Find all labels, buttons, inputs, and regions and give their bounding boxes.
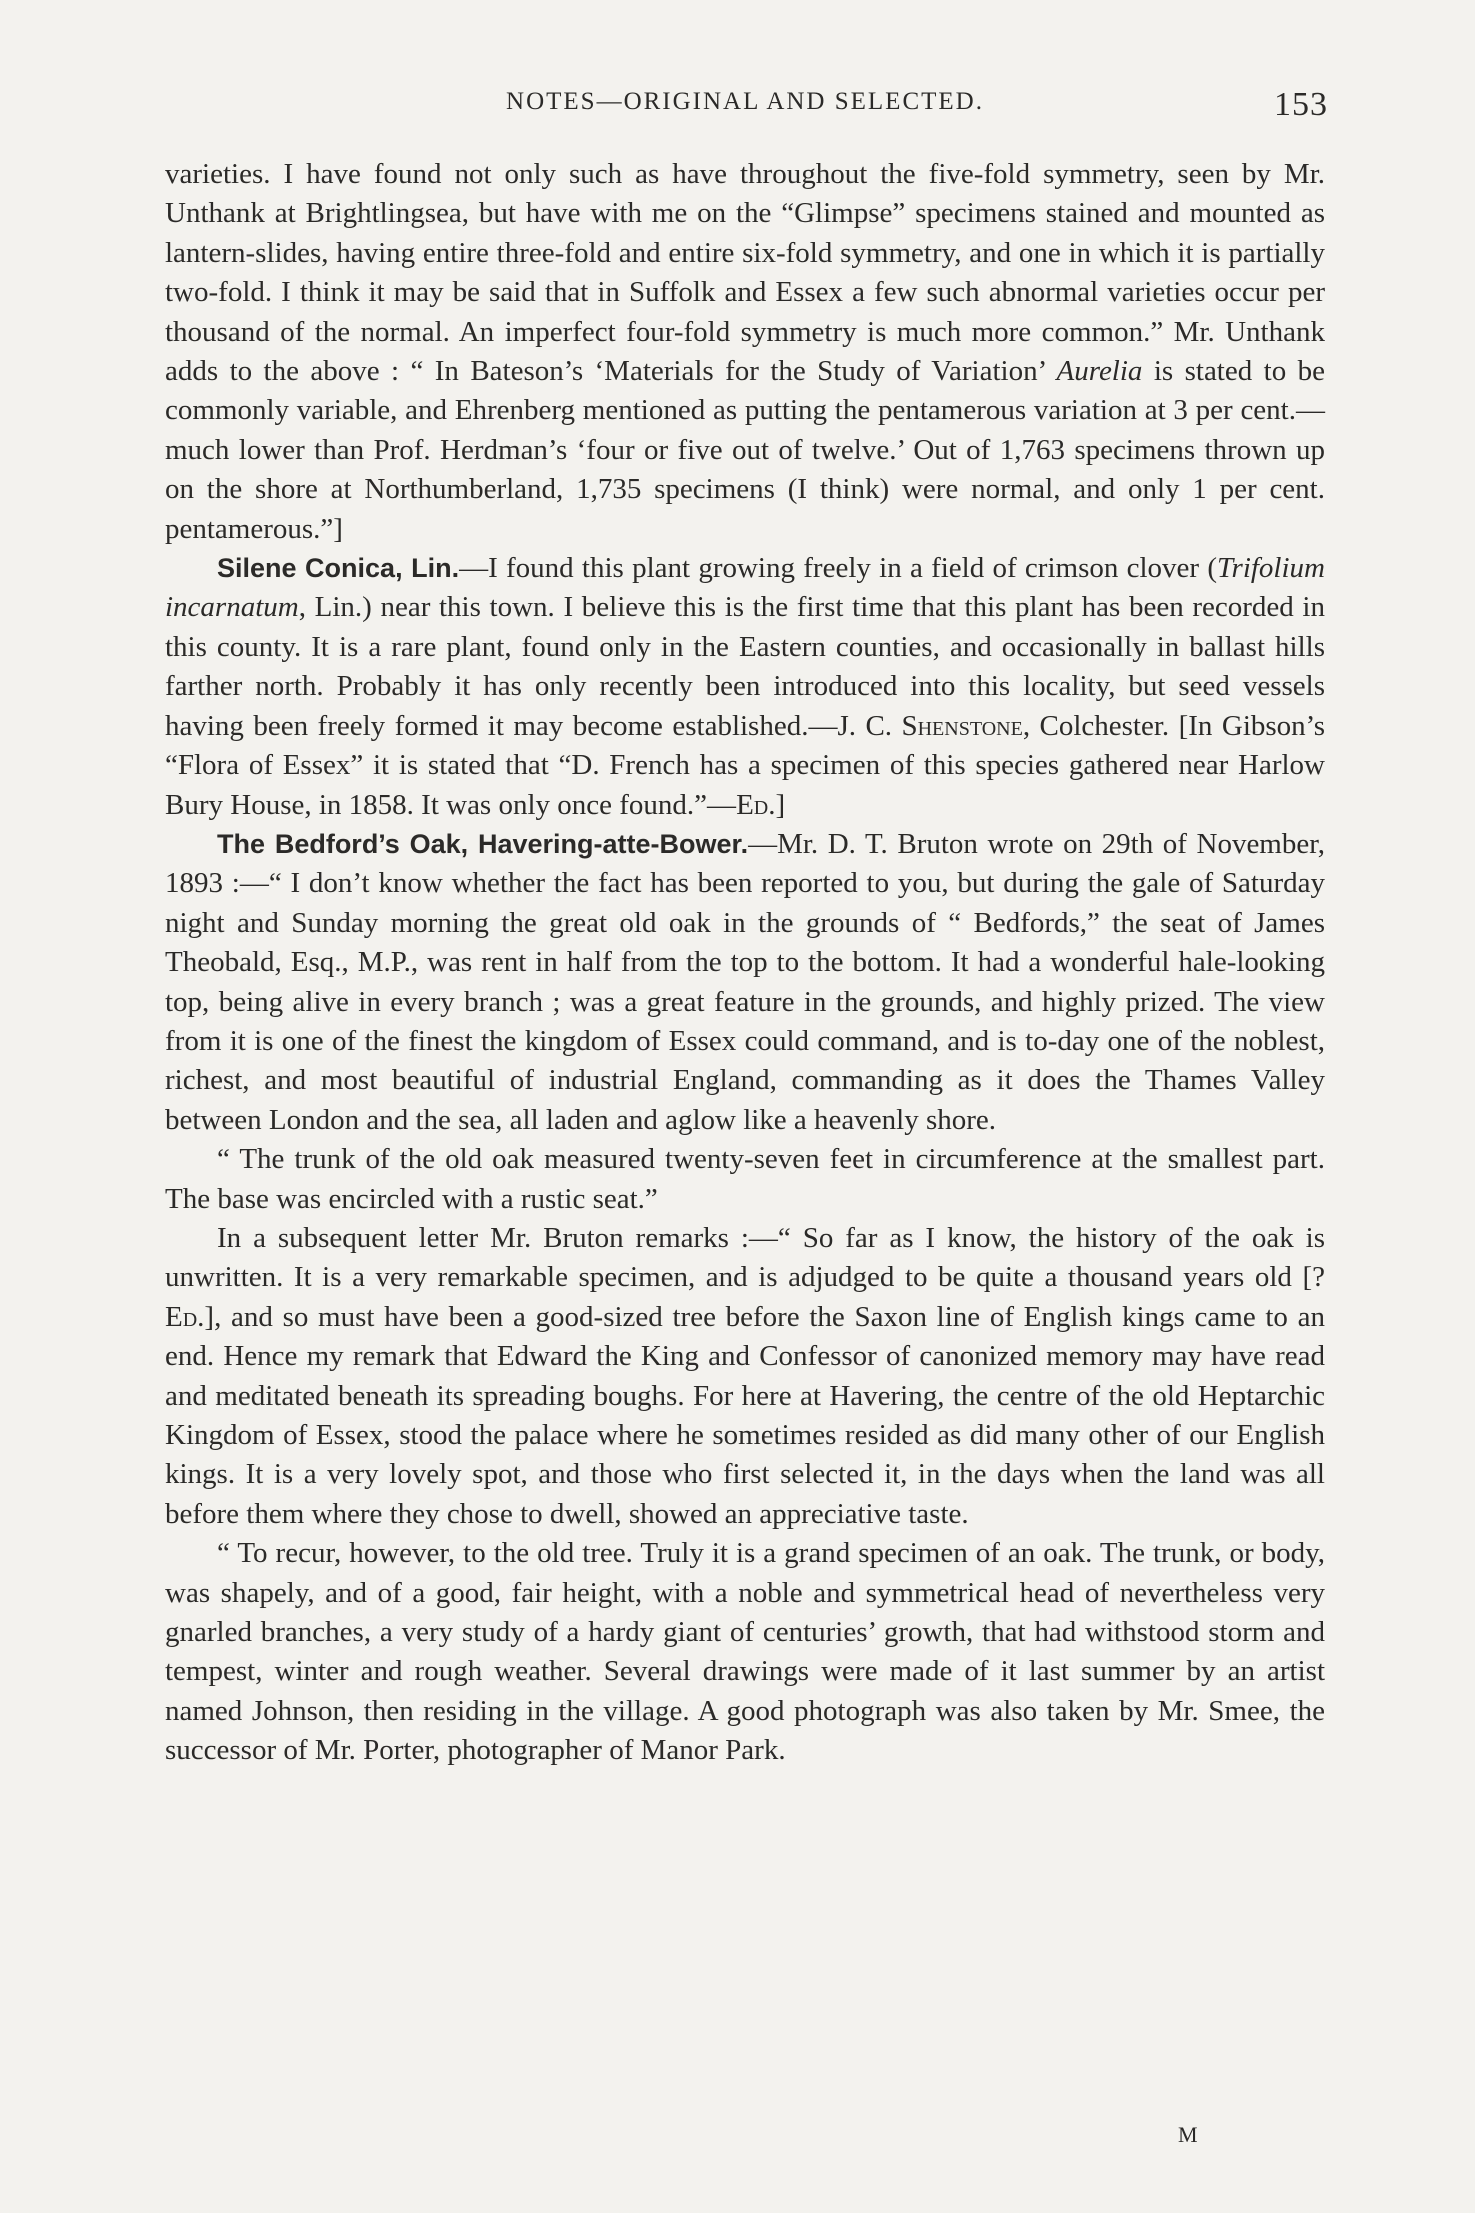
signature-mark: M: [1178, 2122, 1199, 2147]
closing-bracket: ]: [775, 788, 786, 821]
paragraph-silene: [165, 549, 1325, 825]
paragraph-subsequent-letter: [165, 1219, 1325, 1534]
body-text: [165, 155, 1325, 1771]
paragraph-text: varieties. I have found not only such as have throughout the five-fold symmetry, seen by Mr. Unthank at Brightlingsea, but have with me on the “Glimpse” specimens stained and mounted as lantern-slides, having entire three-fold and entire six-fold symmetry, and one in which it is partially two-fold. I think it may be said that in Suffolk and Essex a few such abnormal varieties occur per thousand of the normal. An imperfect four-fold symmetry is much more common.” Mr. Unthank adds to the above : “ In Bateson’s ‘Materials for the Study of Variation’: [165, 158, 1325, 388]
editor-mark: Ed.: [165, 1300, 205, 1333]
note-heading: Silene Conica, Lin.: [217, 553, 460, 584]
paragraph-text: —Mr. D. T. Bruton wrote on 29th of November, 1893 :—“ I don’t know whether the fact has been reported to you, but during the gale of Saturday night and Sunday morning the great old oak in the grounds of “ Bedfords,” the seat of James Theobald, Esq., M.P., was rent in half from the top to the bottom. It had a wonderful hale-looking top, being alive in every branch ; was a great feature in the grounds, and highly prized. The view from it is one of the finest the kingdom of Essex could command, and is to-day one of the noblest, richest, and most beautiful of industrial England, commanding as it does the Thames Valley between London and the sea, all laden and aglow like a heavenly shore.: [165, 827, 1325, 1136]
paragraph-text: “ The trunk of the old oak measured twenty-seven feet in circumference at the smallest part. The base was encircled with a rustic seat.”: [165, 1143, 1325, 1215]
paragraph-text: “ To recur, however, to the old tree. Truly it is a grand specimen of an oak. The trunk, or body, was shapely, and of a good, fair height, with a noble and symmetrical head of nevertheless very gnarled branches, a very study of a hardy giant of centuries’ growth, that had withstood storm and tempest, winter and rough weather. Several drawings were made of it last summer by an artist named Johnson, then residing in the village. A good photograph was also taken by Mr. Smee, the successor of Mr. Porter, photographer of Manor Park.: [165, 1537, 1325, 1767]
author-name: Shenstone: [901, 709, 1023, 742]
paragraph-text: In a subsequent letter Mr. Bruton remarks :—“ So far as I know, the history of the oak is unwritten. It is a very remarkable specimen, and is adjudged to be quite a thousand years old [?: [165, 1221, 1325, 1294]
species-name: Aurelia: [1056, 355, 1143, 388]
paragraph-text: , Colchester. [In Gibson’s “Flora of Essex” it is stated that “D. French has a specimen of this species gathered near Harlow Bury House, in 1858. It was only once found.”—: [165, 709, 1326, 821]
running-header: [165, 86, 1328, 126]
note-heading: The Bedford’s Oak, Havering-atte-Bower.: [217, 828, 749, 859]
paragraph-text: , Lin.) near this town. I believe this is the first time that this plant has been recorded in this county. It is a rare plant, found only in the Eastern counties, and occasionally in ballast hills farther north. Probably it has only recently been introduced into this locality, but seed vessels having been freely formed it may become established.—J. C.: [165, 591, 1325, 742]
species-name: Trifolium incarnatum: [165, 552, 1325, 624]
paragraph-bedfords-oak: [165, 825, 1325, 1140]
paragraph-continued: [165, 155, 1325, 549]
paragraph-trunk: [165, 1140, 1325, 1219]
running-title: NOTES—ORIGINAL AND SELECTED.: [506, 88, 984, 115]
paragraph-text: ], and so must have been a good-sized tree before the Saxon line of English kings came to an end. Hence my remark that Edward the King and Confessor of canonized memory may have read and meditated beneath its spreading boughs. For here at Havering, the centre of the old Heptarchic Kingdom of Essex, stood the palace where he sometimes resided as did many other of our English kings. It is a very lovely spot, and those who first selected it, in the days when the land was all before them where they chose to dwell, showed an appreciative taste.: [165, 1300, 1325, 1530]
paragraph-text: —I found this plant growing freely in a field of crimson clover (: [459, 552, 1217, 585]
page-number: 153: [1274, 86, 1328, 123]
paragraph-text: is stated to be commonly variable, and Ehrenberg mentioned as putting the pentamerous variation at 3 per cent.—much lower than Prof. Herdman’s ‘four or five out of twelve.’ Out of 1,763 specimens thrown up on the shore at Northumberland, 1,735 specimens (I think) were normal, and only 1 per cent. pentamerous.”]: [165, 355, 1325, 545]
editor-mark: Ed.: [736, 788, 776, 821]
paragraph-recur: [165, 1534, 1325, 1770]
